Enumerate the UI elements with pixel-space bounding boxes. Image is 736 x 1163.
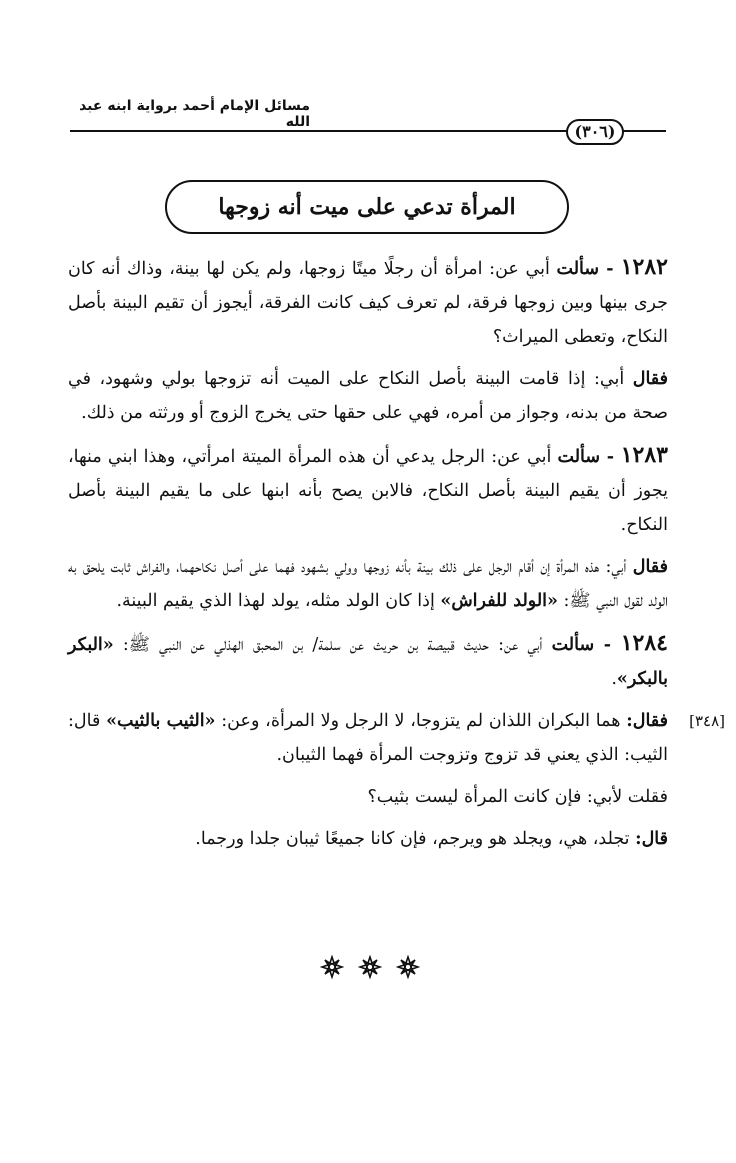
answer-lead: فقال — [632, 369, 668, 389]
question-1284 — [68, 626, 668, 696]
question-1282 — [68, 250, 668, 354]
answer-lead: فقال — [632, 557, 668, 577]
issue-number: ١٢٨٢ — [620, 254, 668, 280]
answer-text-cont: إذا كان الولد مثله، يولد لهذا الذي يقيم البينة. — [116, 591, 441, 611]
section-end-ornaments — [300, 955, 440, 979]
question-text: أبي عن: حديث قبيصة بن حريث عن سلمة/ بن المحبق الهذلي عن النبي ﷺ: — [113, 635, 552, 655]
running-title: مسائل الإمام أحمد برواية ابنه عبد الله — [79, 98, 310, 130]
answer-lead: فقال: — [626, 711, 669, 731]
question-1283 — [68, 438, 668, 542]
floral-ornament-icon — [358, 955, 382, 979]
question-lead: - سألت — [551, 635, 621, 655]
hadith-quote: «الولد للفراش» — [440, 591, 558, 611]
floral-ornament-icon — [396, 955, 420, 979]
issue-number: ١٢٨٤ — [620, 630, 668, 656]
question-lead: - سألت — [557, 447, 621, 467]
page-number: (٣٠٦) — [566, 119, 624, 145]
answer-1284 — [68, 704, 668, 772]
answer-lead: قال: — [635, 829, 668, 849]
text-body — [68, 250, 668, 864]
answer-text: أبي: هذه المرأة إن أقام الرجل على ذلك بينة بأنه زوجها وولي بشهود فهما على أصل نكاحهما، والفراش ثابت يلحق به الولد لقول النبي ﷺ: — [68, 557, 668, 611]
answer-text: هما البكران اللذان لم يتزوجا، لا الرجل ولا المرأة، وعن: — [215, 711, 627, 731]
floral-ornament-icon — [320, 955, 344, 979]
hadith-quote: «البكر بالبكر» — [68, 635, 668, 689]
follow-up-question — [68, 780, 668, 814]
follow-up-text: فقلت لأبي: فإن كانت المرأة ليست بثيب؟ — [367, 787, 668, 807]
answer-text: أبي: إذا قامت البينة بأصل النكاح على الميت أنه تزوجها بولي وشهود، في صحة من بدنه، وجواز من أمره، فهي على حقها حتى يخرج الزوج أو ورثته من ذلك. — [68, 369, 668, 423]
answer-1282 — [68, 362, 668, 430]
answer-1283 — [68, 550, 668, 618]
hadith-quote: «الثيب بالثيب» — [106, 711, 216, 731]
answer-text-cont: قال: الثيب: الذي يعني قد تزوج وتزوجت المرأة فهما الثيبان. — [68, 711, 668, 765]
follow-up-answer — [68, 822, 668, 856]
answer-text: تجلد، هي، ويجلد هو ويرجم، فإن كانا جميعًا ثيبان جلدا ورجما. — [195, 829, 636, 849]
question-lead: - سألت — [556, 259, 621, 279]
issue-number: ١٢٨٣ — [620, 442, 668, 468]
margin-page-reference: [٣٤٨] — [689, 712, 725, 730]
question-text: أبي عن: الرجل يدعي أن هذه المرأة الميتة امرأتي، وهذا ابني منها، يجوز أن يقيم البينة بأصل النكاح، فالابن يصح بأنه ابنها على ما يقيم البينة بأصل النكاح. — [68, 447, 668, 535]
question-text-cont: . — [611, 669, 617, 689]
header-rule-left — [70, 130, 570, 132]
chapter-heading-box — [165, 180, 569, 234]
question-text: أبي عن: امرأة أن رجلًا ميتًا زوجها، ولم يكن لها بينة، وذاك أنه كان جرى بينها وبين زوجها فرقة، لم تعرف كيف كانت الفرقة، أيجوز أن تقيم البينة بأصل النكاح، وتعطى الميراث؟ — [68, 259, 668, 347]
chapter-title: المرأة تدعي على ميت أنه زوجها — [218, 194, 516, 220]
